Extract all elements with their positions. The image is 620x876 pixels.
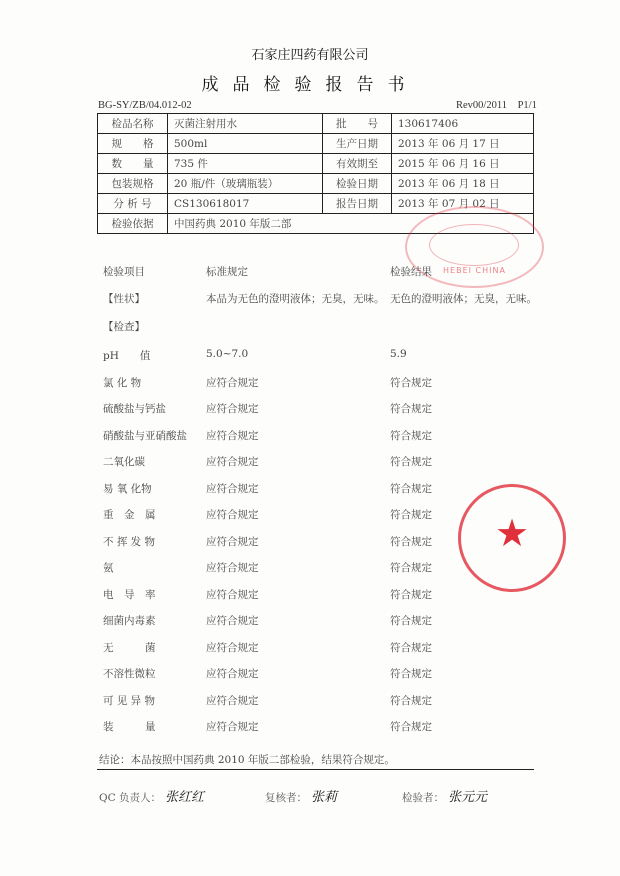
test-standard: 应符合规定 bbox=[206, 535, 259, 548]
test-result: 5.9 bbox=[390, 348, 407, 360]
label-spec: 规 格 bbox=[98, 134, 168, 154]
test-item: 无 菌 bbox=[103, 641, 156, 654]
test-item: 可 见 异 物 bbox=[103, 694, 156, 707]
test-item: 氨 bbox=[103, 562, 114, 574]
test-standard: 应符合规定 bbox=[206, 721, 259, 733]
test-standard: 5.0~7.0 bbox=[206, 348, 249, 360]
test-result: 符合规定 bbox=[390, 668, 432, 680]
test-result: 符合规定 bbox=[390, 641, 432, 654]
value-expiry: 2015 年 06 月 16 日 bbox=[392, 154, 534, 174]
inspector-signature bbox=[402, 786, 487, 805]
test-result: 符合规定 bbox=[390, 429, 432, 442]
label-expiry: 有效期至 bbox=[323, 154, 392, 174]
test-result: 符合规定 bbox=[390, 456, 432, 468]
value-basis: 中国药典 2010 年版二部 bbox=[168, 214, 534, 234]
value-batch: 130617406 bbox=[392, 114, 534, 134]
test-item: 重 金 属 bbox=[103, 509, 156, 521]
header-item: 检验项目 bbox=[103, 266, 145, 278]
table-row bbox=[98, 114, 534, 134]
label-batch: 批 号 bbox=[323, 114, 392, 134]
test-result: 符合规定 bbox=[390, 509, 432, 521]
star-icon: ★ bbox=[494, 511, 530, 555]
table-row bbox=[98, 154, 534, 174]
test-item: 易 氧 化物 bbox=[103, 482, 152, 495]
test-result: 符合规定 bbox=[390, 535, 432, 548]
revision: Rev00/2011 bbox=[456, 100, 507, 111]
qc-label: QC 负责人： bbox=[99, 792, 161, 804]
value-production-date: 2013 年 06 月 17 日 bbox=[392, 134, 534, 154]
conclusion: 结论：本品按照中国药典 2010 年版二部检验，结果符合规定。 bbox=[99, 754, 395, 766]
qc-signature bbox=[99, 786, 204, 805]
label-analysis-no: 分 析 号 bbox=[98, 194, 168, 214]
value-inspection-date: 2013 年 06 月 18 日 bbox=[392, 174, 534, 194]
label-basis: 检验依据 bbox=[98, 214, 168, 234]
test-result: 符合规定 bbox=[390, 721, 432, 733]
appearance-standard: 本品为无色的澄明液体；无臭，无味。 bbox=[206, 293, 385, 305]
test-standard: 应符合规定 bbox=[206, 694, 259, 707]
test-result: 符合规定 bbox=[390, 588, 432, 601]
test-standard: 应符合规定 bbox=[206, 509, 259, 521]
qc-signature-name: 张红红 bbox=[164, 790, 204, 805]
reviewer-signature bbox=[265, 786, 337, 805]
test-result: 符合规定 bbox=[390, 376, 432, 389]
test-result: 符合规定 bbox=[390, 615, 432, 627]
test-item: 细菌内毒素 bbox=[103, 615, 156, 627]
appearance-result: 无色的澄明液体；无臭，无味。 bbox=[390, 293, 537, 305]
document-title: 成品检验报告书 bbox=[201, 75, 419, 95]
table-row bbox=[98, 134, 534, 154]
test-item: 硝酸盐与亚硝酸盐 bbox=[103, 429, 187, 442]
test-result: 符合规定 bbox=[390, 562, 432, 574]
test-standard: 应符合规定 bbox=[206, 562, 259, 574]
label-production-date: 生产日期 bbox=[323, 134, 392, 154]
test-item: 不溶性微粒 bbox=[103, 668, 156, 680]
test-result: 符合规定 bbox=[390, 694, 432, 707]
test-result: 符合规定 bbox=[390, 403, 432, 415]
value-quantity: 735 件 bbox=[168, 154, 323, 174]
test-item: 不 挥 发 物 bbox=[103, 535, 156, 548]
inspector-label: 检验者： bbox=[402, 792, 444, 804]
company-stamp: HEBEI CHINA bbox=[405, 206, 544, 288]
reviewer-signature-name: 张莉 bbox=[311, 790, 338, 805]
section-inspection: 【检查】 bbox=[103, 321, 145, 333]
value-packaging: 20 瓶/件（玻璃瓶装） bbox=[168, 174, 323, 194]
test-item: 二氧化碳 bbox=[103, 456, 145, 468]
label-report-date: 报告日期 bbox=[323, 194, 392, 214]
test-item: 装 量 bbox=[103, 721, 156, 733]
inspector-signature-name: 张元元 bbox=[448, 790, 488, 805]
value-report-date: 2013 年 07 月 02 日 bbox=[392, 194, 534, 214]
test-standard: 应符合规定 bbox=[206, 641, 259, 654]
test-standard: 应符合规定 bbox=[206, 429, 259, 442]
divider bbox=[97, 769, 534, 770]
test-standard: 应符合规定 bbox=[206, 668, 259, 680]
label-product-name: 检品名称 bbox=[98, 114, 168, 134]
table-row bbox=[98, 174, 534, 194]
header-result: 检验结果 bbox=[390, 266, 432, 278]
test-standard: 应符合规定 bbox=[206, 482, 259, 495]
value-analysis-no: CS130618017 bbox=[168, 194, 323, 214]
header-standard: 标准规定 bbox=[206, 266, 248, 278]
test-item: 电 导 率 bbox=[103, 588, 156, 601]
label-packaging: 包装规格 bbox=[98, 174, 168, 194]
value-spec: 500ml bbox=[168, 134, 323, 154]
test-item: pH 值 bbox=[103, 350, 151, 362]
value-product-name: 灭菌注射用水 bbox=[168, 114, 323, 134]
test-item: 硫酸盐与钙盐 bbox=[103, 403, 166, 415]
page-number: P1/1 bbox=[517, 100, 537, 111]
test-standard: 应符合规定 bbox=[206, 403, 259, 415]
revision-info bbox=[456, 100, 537, 111]
test-standard: 应符合规定 bbox=[206, 588, 259, 601]
reviewer-label: 复核者： bbox=[265, 792, 307, 804]
section-appearance: 【性状】 bbox=[103, 293, 145, 305]
distributor-stamp bbox=[458, 484, 566, 592]
label-inspection-date: 检验日期 bbox=[323, 174, 392, 194]
test-standard: 应符合规定 bbox=[206, 456, 259, 468]
label-quantity: 数 量 bbox=[98, 154, 168, 174]
document-number: BG-SY/ZB/04.012-02 bbox=[98, 100, 192, 111]
company-name: 石家庄四药有限公司 bbox=[251, 48, 369, 63]
test-standard: 应符合规定 bbox=[206, 615, 259, 627]
test-item: 氯 化 物 bbox=[103, 376, 142, 389]
test-standard: 应符合规定 bbox=[206, 376, 259, 389]
test-result: 符合规定 bbox=[390, 482, 432, 495]
